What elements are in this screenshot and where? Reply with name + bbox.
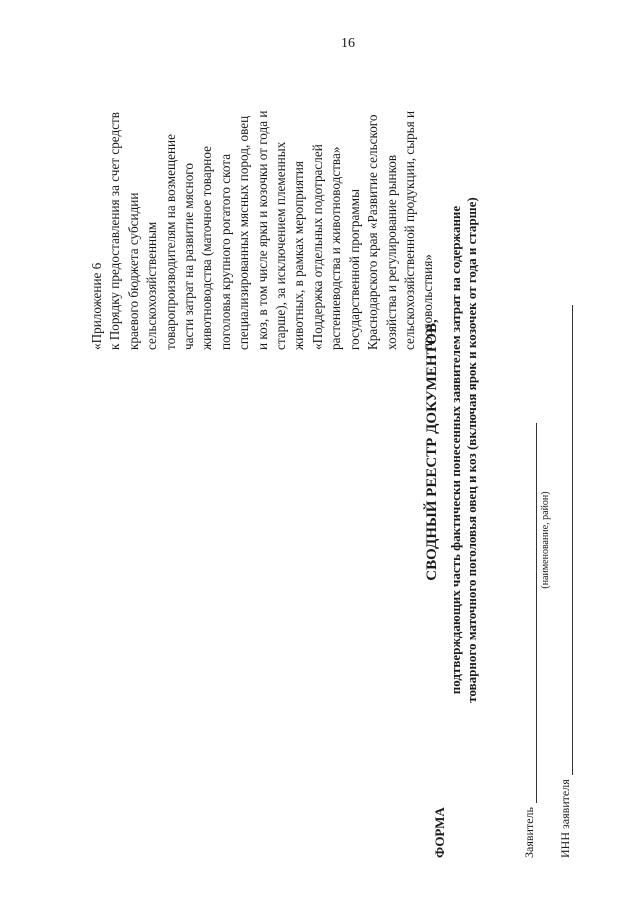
document-title: СВОДНЫЙ РЕЕСТР ДОКУМЕНТОВ, xyxy=(424,319,440,581)
appendix-line: Краснодарского края «Развитие сельского xyxy=(365,114,381,350)
appendix-line: сельскохозяйственным xyxy=(144,221,160,350)
subtitle-line: товарного маточного поголовья овец и коз (включая ярок и козочек от года и старше) xyxy=(463,197,479,703)
appendix-line: и коз, в том числе ярки и козочки от года и xyxy=(254,110,270,350)
appendix-block xyxy=(88,30,438,350)
appendix-line: «Поддержка отдельных подотраслей xyxy=(309,144,325,350)
applicant-field[interactable] xyxy=(522,423,537,858)
appendix-line: к Порядку предоставления за счет средств xyxy=(107,111,123,350)
appendix-line: государственной программы xyxy=(346,189,362,350)
document-subtitle xyxy=(448,20,479,880)
appendix-line: старше), за исключением племенных xyxy=(273,141,289,350)
rotated-form xyxy=(20,20,580,880)
subtitle-line: подтверждающих часть фактически понесенных заявителем затрат на содержание xyxy=(448,205,463,695)
page-number: 16 xyxy=(341,36,355,51)
appendix-line: товаропроизводителям на возмещение xyxy=(162,134,178,350)
appendix-line: хозяйства и регулирование рынков xyxy=(383,154,399,350)
appendix-line: животных, в рамках мероприятия xyxy=(291,161,307,350)
appendix-line: продовольствия» xyxy=(420,254,436,350)
appendix-line: краевого бюджета субсидии xyxy=(125,192,141,350)
appendix-line: сельскохозяйственной продукции, сырья и xyxy=(401,110,417,350)
appendix-line: растениеводства и животноводства» xyxy=(328,146,344,350)
appendix-line: части затрат на развитие мясного xyxy=(181,163,197,350)
appendix-line: животноводства (маточное товарное xyxy=(199,146,215,350)
appendix-line: «Приложение 6 xyxy=(89,262,104,350)
inn-underline xyxy=(560,305,573,775)
appendix-line: специализированных мясных пород, овец xyxy=(236,115,252,350)
inn-label: ИНН заявителя xyxy=(558,779,572,858)
applicant-hint: (наименование, район) xyxy=(540,491,551,589)
applicant-underline xyxy=(524,423,537,803)
applicant-label: Заявитель xyxy=(522,807,536,858)
form-label: ФОРМА xyxy=(432,807,447,858)
appendix-line: поголовья крупного рогатого скота xyxy=(217,153,233,350)
inn-field[interactable] xyxy=(558,305,573,858)
